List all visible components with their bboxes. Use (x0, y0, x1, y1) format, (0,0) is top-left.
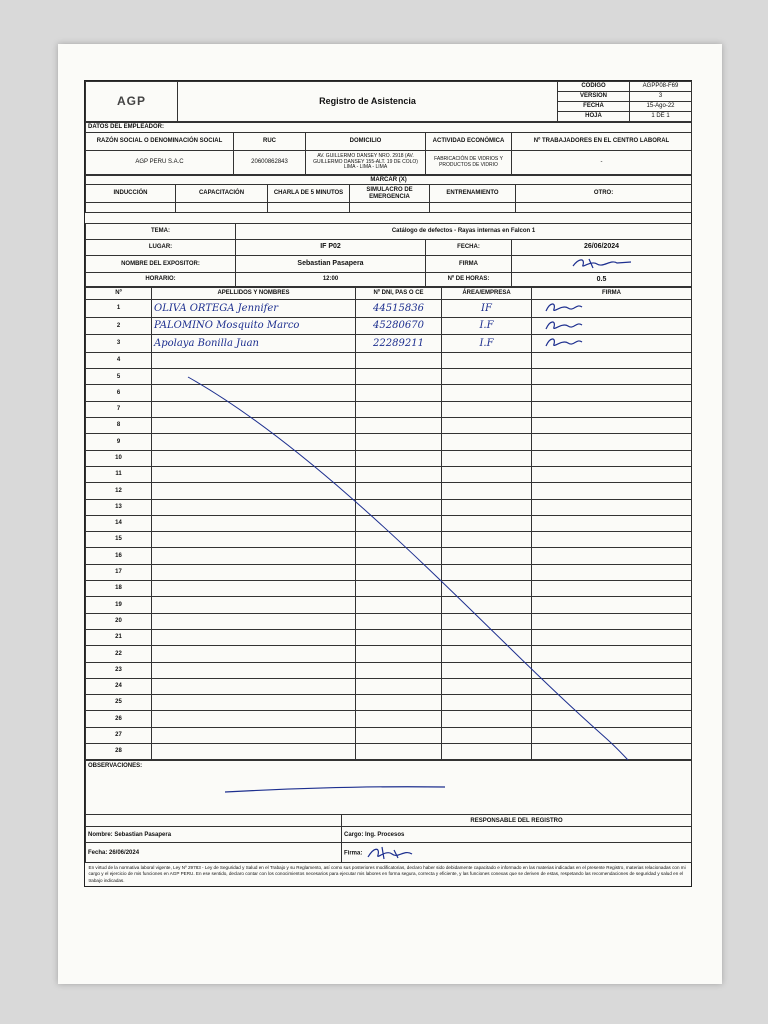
row-signature (532, 434, 692, 450)
expositor-value: Sebastian Pasapera (236, 255, 426, 273)
row-area (442, 695, 532, 711)
row-signature (532, 581, 692, 597)
row-signature (532, 695, 692, 711)
row-dni (356, 434, 442, 450)
row-number: 26 (86, 711, 152, 727)
row-number: 16 (86, 548, 152, 564)
simulacro-box[interactable] (350, 203, 430, 213)
row-signature (532, 662, 692, 678)
table-row (86, 352, 692, 368)
table-row (86, 401, 692, 417)
domicilio-value: AV. GUILLERMO DANSEY NRO. 2918 (AV. GUILLERMO DANSEY 155-ALT. 19 DE COLO) LIMA - LIMA - LIMA (306, 151, 426, 175)
footer-table (85, 760, 692, 886)
row-dni (356, 646, 442, 662)
fecha-label: FECHA (558, 102, 630, 112)
row-area (442, 711, 532, 727)
row-signature (532, 515, 692, 531)
row-number: 18 (86, 581, 152, 597)
razon-social-value: AGP PERU S.A.C (86, 151, 234, 175)
row-signature (532, 744, 692, 760)
row-dni (356, 548, 442, 564)
session-fecha-value: 26/06/2024 (512, 239, 692, 255)
row-area (442, 483, 532, 499)
row-signature (532, 317, 692, 335)
row-area (442, 548, 532, 564)
row-area (442, 646, 532, 662)
row-signature (532, 466, 692, 482)
table-row (86, 418, 692, 434)
tema-value: Catálogo de defectos - Rayas internas en Falcon 1 (236, 223, 692, 239)
row-dni (356, 515, 442, 531)
row-name (152, 564, 356, 580)
row-signature (532, 352, 692, 368)
row-name (152, 532, 356, 548)
row-signature (532, 483, 692, 499)
row-dni (356, 352, 442, 368)
row-number: 5 (86, 369, 152, 385)
row-signature (532, 727, 692, 743)
row-name (152, 744, 356, 760)
col-n-header: Nº (86, 288, 152, 300)
version-value: 3 (630, 92, 692, 102)
row-name (152, 662, 356, 678)
legal-disclaimer: En virtud de la normativa laboral vigente, Ley Nº 29783 - Ley de Seguridad y Salud en el Trabajo y su Reglamento, así como sus posteriores modificatorias, declaro haber sido debidamente capacitado e informado en las materias indicadas en el presente Registro, materias relacionadas con mi cargo y el ejercicio de mis funciones en AGP PERU. En ese sentido, declaro contar con los conocimientos necesarios para ejecutar mis labores en forma segura, correcta y eficiente, y las funciones conexas que se deriven de estas, respetando las recomendaciones de seguridad y salud en el trabajo indicadas. (88, 865, 686, 883)
row-signature (532, 646, 692, 662)
row-dni (356, 711, 442, 727)
table-row (86, 450, 692, 466)
row-name (152, 466, 356, 482)
row-number: 11 (86, 466, 152, 482)
observaciones-label: OBSERVACIONES: (86, 761, 692, 815)
row-area (442, 662, 532, 678)
marcar-table (85, 175, 692, 213)
row-area (442, 678, 532, 694)
row-area: I.F (442, 317, 532, 335)
employer-table (85, 122, 692, 175)
row-name (152, 450, 356, 466)
row-number: 25 (86, 695, 152, 711)
table-row (86, 629, 692, 645)
row-dni (356, 597, 442, 613)
actividad-value: FABRICACIÓN DE VIDRIOS Y PRODUCTOS DE VIDRIO (426, 151, 512, 175)
induccion-box[interactable] (86, 203, 176, 213)
row-area (442, 434, 532, 450)
hoja-label: HOJA (558, 112, 630, 122)
simulacro-label: SIMULACRO DE EMERGENCIA (350, 185, 430, 203)
horas-value: 0.5 (512, 273, 692, 287)
row-signature (532, 564, 692, 580)
row-name (152, 434, 356, 450)
row-signature (532, 300, 692, 318)
row-name (152, 499, 356, 515)
row-name (152, 597, 356, 613)
row-area (442, 597, 532, 613)
table-row (86, 695, 692, 711)
attendance-form (84, 80, 692, 887)
row-area (442, 385, 532, 401)
company-logo: AGP (86, 82, 178, 122)
table-row (86, 727, 692, 743)
table-row (86, 434, 692, 450)
tema-label: TEMA: (86, 223, 236, 239)
row-dni (356, 450, 442, 466)
table-row (86, 466, 692, 482)
row-name (152, 629, 356, 645)
lugar-value: IF P02 (236, 239, 426, 255)
row-number: 6 (86, 385, 152, 401)
responsable-firma-label: Firma: (344, 850, 363, 857)
row-dni (356, 564, 442, 580)
employer-section-label: DATOS DEL EMPLEADOR: (86, 123, 692, 133)
lugar-label: LUGAR: (86, 239, 236, 255)
row-name (152, 581, 356, 597)
row-number: 27 (86, 727, 152, 743)
session-table (85, 213, 692, 287)
ruc-value: 20600862843 (234, 151, 306, 175)
row-area (442, 450, 532, 466)
row-name (152, 515, 356, 531)
horario-label: HORARIO: (86, 273, 236, 287)
row-area (442, 581, 532, 597)
trabajadores-label: Nº TRABAJADORES EN EL CENTRO LABORAL (512, 133, 692, 151)
row-dni (356, 418, 442, 434)
col-nombres-header: APELLIDOS Y NOMBRES (152, 288, 356, 300)
table-row (86, 564, 692, 580)
row-name (152, 695, 356, 711)
row-dni (356, 695, 442, 711)
marcar-label: MARCAR (X) (86, 176, 692, 185)
row-signature (532, 532, 692, 548)
table-row (86, 646, 692, 662)
row-name (152, 548, 356, 564)
row-dni (356, 678, 442, 694)
table-row (86, 678, 692, 694)
table-row (86, 711, 692, 727)
expositor-firma-label: FIRMA (426, 255, 512, 273)
row-name (152, 418, 356, 434)
row-dni (356, 499, 442, 515)
responsable-firma (342, 843, 692, 863)
capacitacion-box[interactable] (176, 203, 268, 213)
col-area-header: ÁREA/EMPRESA (442, 288, 532, 300)
row-signature (532, 335, 692, 353)
fecha-value: 15-Ago-22 (630, 102, 692, 112)
row-number: 9 (86, 434, 152, 450)
row-signature (532, 613, 692, 629)
row-number: 24 (86, 678, 152, 694)
table-row (86, 317, 692, 335)
responsable-nombre: Nombre: Sebastian Pasapera (86, 827, 342, 843)
row-dni (356, 727, 442, 743)
row-area (442, 352, 532, 368)
row-area (442, 418, 532, 434)
table-row (86, 335, 692, 353)
row-number: 3 (86, 335, 152, 353)
horas-label: Nº DE HORAS: (426, 273, 512, 287)
row-name: PALOMINO Mosquito Marco (152, 317, 356, 335)
table-row (86, 597, 692, 613)
row-name (152, 613, 356, 629)
row-signature (532, 678, 692, 694)
row-area (442, 515, 532, 531)
row-name (152, 711, 356, 727)
responsable-fecha: Fecha: 26/06/2024 (86, 843, 342, 863)
row-number: 2 (86, 317, 152, 335)
row-area (442, 369, 532, 385)
row-dni: 22289211 (356, 335, 442, 353)
razon-social-label: RAZÓN SOCIAL O DENOMINACIÓN SOCIAL (86, 133, 234, 151)
attendance-table (85, 287, 692, 760)
row-number: 10 (86, 450, 152, 466)
table-row (86, 744, 692, 760)
row-name (152, 369, 356, 385)
row-signature (532, 629, 692, 645)
row-number: 12 (86, 483, 152, 499)
table-row (86, 662, 692, 678)
row-name: OLIVA ORTEGA Jennifer (152, 300, 356, 318)
domicilio-label: DOMICILIO (306, 133, 426, 151)
table-row (86, 532, 692, 548)
row-number: 23 (86, 662, 152, 678)
row-signature (532, 385, 692, 401)
row-signature (532, 450, 692, 466)
entrenamiento-label: ENTRENAMIENTO (430, 185, 516, 203)
attendance-body (86, 300, 692, 760)
ruc-label: RUC (234, 133, 306, 151)
table-row (86, 483, 692, 499)
row-signature (532, 597, 692, 613)
row-area (442, 401, 532, 417)
table-row (86, 499, 692, 515)
horario-value: 12:00 (236, 273, 426, 287)
col-dni-header: Nº DNI, PAS O CE (356, 288, 442, 300)
row-signature (532, 418, 692, 434)
row-number: 8 (86, 418, 152, 434)
charla-label: CHARLA DE 5 MINUTOS (268, 185, 350, 203)
row-dni (356, 385, 442, 401)
row-area: IF (442, 300, 532, 318)
row-signature (532, 548, 692, 564)
row-area (442, 613, 532, 629)
table-row (86, 385, 692, 401)
expositor-signature (512, 255, 692, 273)
form-title: Registro de Asistencia (178, 82, 558, 122)
header-table (85, 81, 692, 122)
table-row (86, 548, 692, 564)
row-area (442, 466, 532, 482)
codigo-label: CODIGO (558, 82, 630, 92)
responsable-label: RESPONSABLE DEL REGISTRO (342, 815, 692, 827)
row-area (442, 564, 532, 580)
trabajadores-value: - (512, 151, 692, 175)
responsable-cargo: Cargo: Ing. Procesos (342, 827, 692, 843)
row-number: 19 (86, 597, 152, 613)
row-area (442, 744, 532, 760)
row-number: 17 (86, 564, 152, 580)
row-signature (532, 369, 692, 385)
otro-label: OTRO: (516, 185, 692, 203)
row-dni (356, 613, 442, 629)
otro-box[interactable] (516, 203, 692, 213)
version-label: VERSION (558, 92, 630, 102)
row-number: 21 (86, 629, 152, 645)
row-area (442, 499, 532, 515)
row-number: 20 (86, 613, 152, 629)
row-area: I.F (442, 335, 532, 353)
row-dni (356, 401, 442, 417)
row-name (152, 483, 356, 499)
row-dni: 45280670 (356, 317, 442, 335)
row-number: 7 (86, 401, 152, 417)
row-dni (356, 483, 442, 499)
row-area (442, 532, 532, 548)
row-name: Apolaya Bonilla Juan (152, 335, 356, 353)
row-area (442, 629, 532, 645)
charla-box[interactable] (268, 203, 350, 213)
capacitacion-label: CAPACITACIÓN (176, 185, 268, 203)
row-name (152, 678, 356, 694)
row-dni (356, 744, 442, 760)
row-area (442, 727, 532, 743)
row-number: 28 (86, 744, 152, 760)
row-number: 1 (86, 300, 152, 318)
session-fecha-label: FECHA: (426, 239, 512, 255)
induccion-label: INDUCCIÓN (86, 185, 176, 203)
actividad-label: ACTIVIDAD ECONÓMICA (426, 133, 512, 151)
table-row (86, 613, 692, 629)
codigo-value: AGPP08-F69 (630, 82, 692, 92)
row-number: 13 (86, 499, 152, 515)
row-dni (356, 532, 442, 548)
table-row (86, 581, 692, 597)
row-dni (356, 662, 442, 678)
row-number: 15 (86, 532, 152, 548)
row-name (152, 646, 356, 662)
hoja-value: 1 DE 1 (630, 112, 692, 122)
row-name (152, 385, 356, 401)
col-firma-header: FIRMA (532, 288, 692, 300)
table-row (86, 369, 692, 385)
row-name (152, 401, 356, 417)
row-name (152, 352, 356, 368)
row-signature (532, 711, 692, 727)
table-row (86, 300, 692, 318)
entrenamiento-box[interactable] (430, 203, 516, 213)
row-name (152, 727, 356, 743)
row-dni (356, 581, 442, 597)
row-dni (356, 369, 442, 385)
row-dni (356, 466, 442, 482)
row-dni (356, 629, 442, 645)
row-number: 14 (86, 515, 152, 531)
row-signature (532, 401, 692, 417)
expositor-label: NOMBRE DEL EXPOSITOR: (86, 255, 236, 273)
row-number: 4 (86, 352, 152, 368)
row-number: 22 (86, 646, 152, 662)
row-dni: 44515836 (356, 300, 442, 318)
table-row (86, 515, 692, 531)
row-signature (532, 499, 692, 515)
